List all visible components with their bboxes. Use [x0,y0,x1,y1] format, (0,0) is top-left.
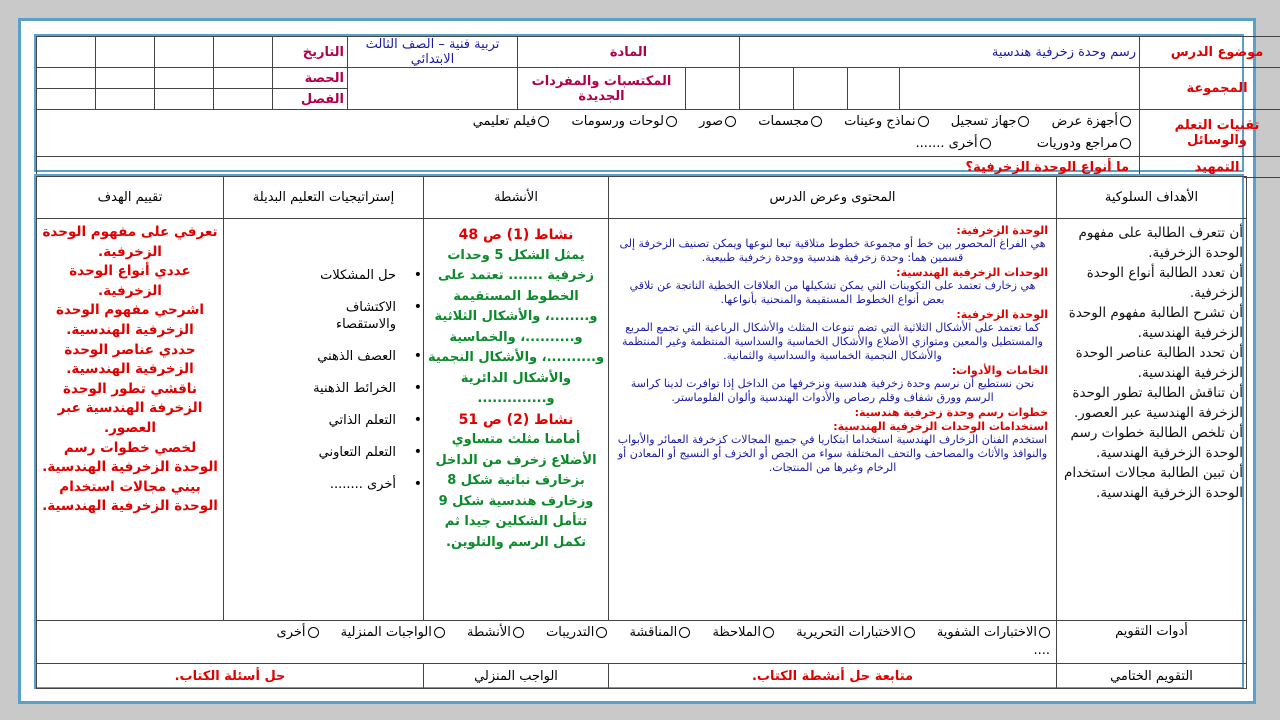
radio-icon [1120,116,1131,127]
class-cell-4[interactable] [37,89,96,110]
period-cell-4[interactable] [37,68,96,89]
group-label: المجموعة [1140,68,1280,110]
lesson-table [36,176,1247,689]
date-cell-2[interactable] [155,37,214,68]
vocab-value[interactable] [348,68,518,110]
period-cell-3[interactable] [96,68,155,89]
evaluation-header: تقييم الهدف [37,177,224,219]
radio-icon [918,116,929,127]
header-panel [34,34,1264,175]
content-heading: استخدامات الوحدات الزخرفية الهندسية: [833,420,1048,433]
tool-option[interactable]: لوحات ورسومات [572,111,677,133]
radio-icon [811,116,822,127]
strategy-item: • أخرى ........ [227,476,400,493]
tool-option[interactable]: مراجع ودوريات [1037,133,1131,155]
content-text: نحن نستطيع أن نرسم وحدة زخرفية هندسية ونزخرفها من الداخل إذا توافرت لدينا كراسة الرسم وورق شفاف وقلم رصاص والأدوات الهندسية وألوان الفلوماستر. [630,377,1035,404]
assessment-label: أدوات التقويم [1057,621,1247,664]
content-cell [609,219,1057,621]
goal-item: أن تحدد الطالبة عناصر الوحدة الزخرفية الهندسية. [1075,345,1243,381]
activity-text: يمثل الشكل 5 وحدات زخرفية ....... تعتمد على الخطوط المستقيمة و........، والأشكال الثلاثية و..........، والخماسية و..........، والأشكال النجمية والأشكال الدائرية و.............. [427,247,605,406]
tools-label: تقنيات التعلم والوسائل [1140,110,1280,157]
radio-icon [434,627,445,638]
evaluation-item: ناقشي تطور الوحدة الزخرفة الهندسية عبر العصور. [57,380,203,436]
activities-cell [424,219,609,621]
activities-header: الأنشطة [424,177,609,219]
strategy-item: • حل المشكلات [227,267,400,284]
assessment-options [37,621,1057,664]
tool-option[interactable]: صور [699,111,736,133]
activity-text: أمامنا مثلث متساوي الأضلاع زخرف من الداخل بزخارف نباتية شكل 8 وزخارف هندسية شكل 9 تتأمل الشكلين جيدا ثم تكمل الرسم والتلوين. [435,432,597,550]
goal-item: أن تبين الطالبة مجالات استخدام الوحدة الزخرفية الهندسية. [1063,465,1243,501]
goal-item: أن تلخص الطالبة خطوات رسم الوحدة الزخرفية الهندسية. [1070,425,1243,461]
period-label: الحصة [273,68,348,89]
assessment-more: .... [1033,643,1050,658]
content-text: هي زخارف تعتمد على التكوينات التي يمكن تشكيلها من العلاقات الخطية الناتجة عن تلاقي بعض أنواع الخطوط المستقيمة والمنحنية بأنواعها. [629,279,1036,306]
radio-icon [1018,116,1029,127]
tool-option[interactable]: أجهزة عرض [1052,111,1131,133]
evaluation-item: اشرحي مفهوم الوحدة الزخرفية الهندسية. [55,302,205,338]
radio-icon [679,627,690,638]
content-heading: الوحدات الزخرفية الهندسية: [896,266,1048,279]
strategies-header: إستراتيجيات التعليم البديلة [224,177,424,219]
evaluation-item: حددي عناصر الوحدة الزخرفية الهندسية. [64,341,196,378]
header-table [36,36,1280,178]
tool-option[interactable]: فيلم تعليمي [473,111,550,133]
subject-label: المادة [518,37,740,68]
group-cell-2[interactable] [848,68,900,110]
assessment-option[interactable]: الواجبات المنزلية [341,624,445,642]
goals-cell [1057,219,1247,621]
assessment-option[interactable]: الاختبارات التحريرية [796,624,915,642]
radio-icon [725,116,736,127]
assessment-option[interactable]: التدريبات [546,624,607,642]
assessment-option[interactable]: الأنشطة [467,624,524,642]
group-cell-4[interactable] [740,68,794,110]
radio-icon [1039,627,1050,638]
period-cell-2[interactable] [155,68,214,89]
class-cell-1[interactable] [214,89,273,110]
content-heading: الوحدة الزخرفية: [956,224,1048,237]
activity-title: نشاط (1) ص 48 [458,227,574,243]
class-cell-2[interactable] [155,89,214,110]
strategy-item: • العصف الذهني [227,348,400,365]
group-cell-1[interactable] [900,68,1140,110]
tools-row-1 [40,111,1131,133]
class-label: الفصل [273,89,348,110]
strategy-item: • التعلم التعاوني [227,444,400,461]
evaluation-item: عددي أنواع الوحدة الزخرفية. [69,263,191,299]
strategy-item: • التعلم الذاتي [227,412,400,429]
lesson-topic-label: موضوع الدرس [1140,37,1280,68]
lesson-topic-value: رسم وحدة زخرفية هندسية [740,37,1140,68]
strategy-item: • الخرائط الذهنية [227,380,400,397]
tool-option[interactable]: مجسمات [758,111,822,133]
radio-icon [763,627,774,638]
radio-icon [666,116,677,127]
subject-value: تربية فنية – الصف الثالث الابتدائي [348,37,518,68]
class-cell-3[interactable] [96,89,155,110]
date-cell-3[interactable] [96,37,155,68]
goal-item: أن تعدد الطالبة أنواع الوحدة الزخرفية. [1086,265,1243,301]
date-cell-4[interactable] [37,37,96,68]
content-heading: الخامات والأدوات: [951,364,1048,377]
evaluation-item: تعرفي على مفهوم الوحدة الزخرفية. [42,224,218,260]
goal-item: أن تشرح الطالبة مفهوم الوحدة الزخرفية الهندسية. [1068,305,1243,341]
tool-option[interactable]: أخرى ....... [916,133,991,155]
radio-icon [513,627,524,638]
date-label: التاريخ [273,37,348,68]
radio-icon [980,138,991,149]
tools-row-2 [40,133,1131,155]
goal-item: أن تناقش الطالبة تطور الوحدة الزخرفة الهندسية عبر العصور. [1072,385,1243,421]
assessment-option[interactable]: الاختبارات الشفوية [937,624,1050,642]
closing-label: التقويم الختامي [1057,664,1247,689]
activity-title: نشاط (2) ص 51 [458,411,574,428]
intro-question: ما أنواع الوحدة الزخرفية؟ [37,157,1140,178]
content-text: استخدم الفنان الزخارف الهندسية استخداما ابتكاريا في جميع المجالات كزخرفة العمائر والأبواب والنوافذ والأثاث والمصاحف والتحف المختلفة سواء من الجص أو الخزف أو النسيج أو المعادن أو الرخام وغيرها من المنتجات. [617,433,1048,474]
assessment-option[interactable]: المناقشة [630,624,691,642]
date-cell-1[interactable] [214,37,273,68]
content-heading: خطوات رسم وحدة زخرفية هندسية: [854,406,1048,419]
group-cell-5[interactable] [686,68,740,110]
homework-label: الواجب المنزلي [424,664,609,689]
assessment-option[interactable]: أخرى [277,624,319,642]
lesson-plan-frame [18,18,1264,704]
evaluation-item: بيني مجالات استخدام الوحدة الزخرفية الهندسية. [42,478,218,515]
content-header: المحتوى وعرض الدرس [609,177,1057,219]
radio-icon [538,116,549,127]
goals-header: الأهداف السلوكية [1057,177,1247,219]
strategy-item: • الاكتشاف والاستقصاء [296,299,400,333]
closing-value: متابعة حل أنشطة الكتاب. [609,664,1057,689]
tool-option[interactable]: جهاز تسجيل [951,111,1030,133]
content-text: هي الفراغ المحصور بين خط أو مجموعة خطوط متلاقية تبعا لنوعها ويمكن تصنيف الزخرفة إلى قسمين هما: وحدة زخرفية هندسية ووحدة زخرفية طبيعية. [619,237,1046,264]
intro-label: التمهيد [1140,157,1280,178]
tool-option[interactable]: نماذج وعينات [844,111,929,133]
content-text: كما تعتمد على الأشكال الثلاثية التي تضم تنوعات المثلث والأشكال الرباعية التي تجمع المربع والمستطيل والمعين ومتوازي الأضلاع والأشكال الخماسية والسداسية المنتظمة وغير المنتظمة والأشكال النجمية الخماسية والسداسية والثمانية. [622,321,1043,362]
radio-icon [904,627,915,638]
group-cell-3[interactable] [794,68,848,110]
radio-icon [308,627,319,638]
lesson-body-panel [34,174,1244,689]
vocab-label: المكتسبات والمفردات الجديدة [518,68,686,110]
content-heading: الوحدة الزخرفية: [956,308,1048,321]
radio-icon [1120,138,1131,149]
assessment-option[interactable]: الملاحظة [712,624,774,642]
strategies-cell [224,219,424,621]
evaluation-item: لخصي خطوات رسم الوحدة الزخرفية الهندسية. [42,439,218,476]
goal-item: أن تتعرف الطالبة على مفهوم الوحدة الزخرفية. [1078,225,1243,261]
radio-icon [596,627,607,638]
period-cell-1[interactable] [214,68,273,89]
evaluation-cell [37,219,224,621]
homework-value: حل أسئلة الكتاب. [37,664,424,689]
